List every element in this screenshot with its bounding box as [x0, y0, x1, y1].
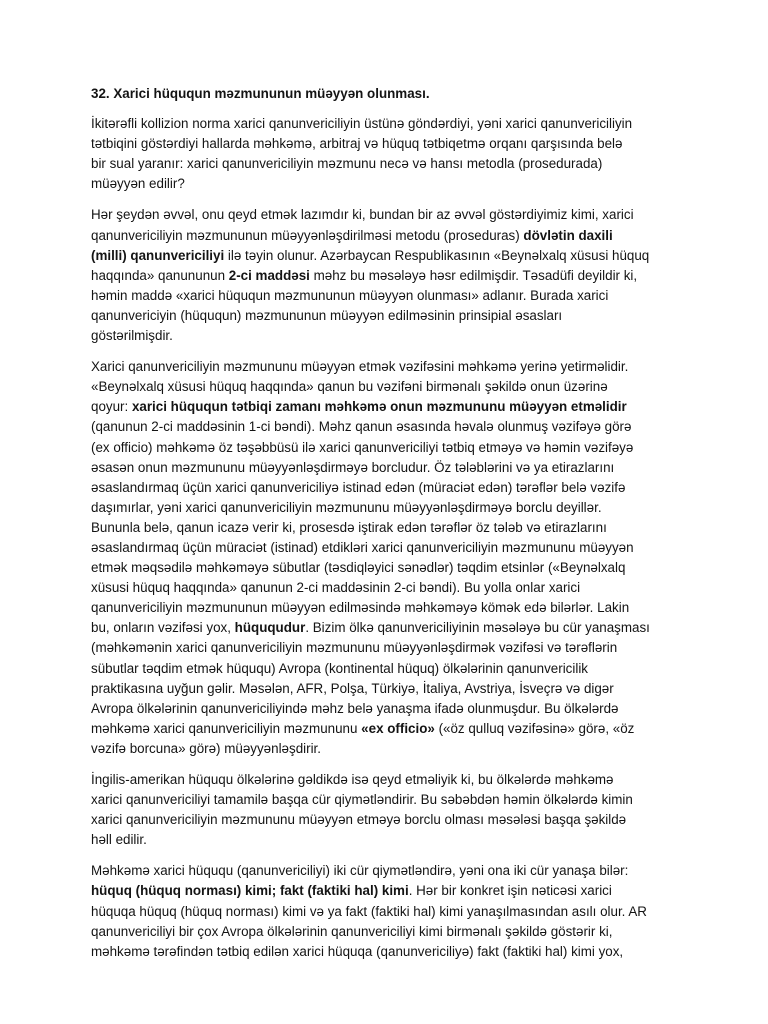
- text-run: qanunvericiliyi bir çox Avropa ölkələrinin qanunvericiliyi kimi birmənalı şəkildə göstərir ki,: [91, 923, 613, 939]
- text-run: xarici qanunvericiliyin məzmununu müəyyən etməyə borclu olması məsələsi başqa şəkildə: [91, 812, 627, 828]
- text-run: sübutlar təqdim etmək hüququ) Avropa (kontinental hüquq) ölkələrinin qanunvericilik: [91, 660, 588, 676]
- text-line: [91, 770, 688, 790]
- text-line: [91, 922, 688, 942]
- bold-text-run: hüququdur: [234, 620, 306, 636]
- bold-text-run: 2-ci maddəsi: [228, 267, 310, 283]
- text-run: . Bizim ölkə qanunvericiliyinin məsələyə bu cür yanaşması: [305, 620, 650, 636]
- text-run: xüsusi hüquq haqqında» qanunun 2-ci maddəsinin 2-ci bəndi). Bu yolla onlar xarici: [91, 580, 581, 596]
- text-line: [91, 618, 688, 638]
- text-run: haqqında» qanununun: [91, 267, 229, 283]
- text-line: [91, 478, 688, 498]
- text-run: Bununla belə, qanun icazə verir ki, prosesdə iştirak edən tərəflər öz tələb və etirazlarını: [91, 519, 607, 535]
- text-line: [91, 417, 688, 437]
- text-line: [91, 739, 688, 759]
- text-line: [91, 326, 688, 346]
- text-line: [91, 538, 688, 558]
- text-run: əsaslandırmaq üçün xarici qanunvericiliyə istinad edən (müraciət edən) tərəflər belə vəzifə: [91, 479, 626, 495]
- text-run: xarici qanunvericiliyi tamamilə başqa cür qiymətləndirir. Bu səbəbdən həmin ölkələrdə kimin: [91, 792, 633, 808]
- text-line: [91, 114, 688, 134]
- text-run: ilə təyin olunur. Azərbaycan Respublikasının «Beynəlxalq xüsusi hüquq: [224, 247, 650, 263]
- document-body: [91, 114, 688, 962]
- text-run: İngilis-amerikan hüququ ölkələrinə gəldikdə isə qeyd etməliyik ki, bu ölkələrdə məhkəmə: [91, 772, 614, 787]
- text-run: vəzifə borcuna» görə) müəyyənləşdirir.: [91, 740, 321, 756]
- bold-text-run: xarici hüququn tətbiqi zamanı məhkəmə onun məzmununu müəyyən etməlidir: [131, 399, 627, 415]
- text-line: [91, 861, 688, 881]
- text-line: [91, 134, 688, 154]
- text-line: [91, 638, 688, 658]
- text-line: [91, 790, 688, 810]
- text-run: bu, onların vəzifəsi yox,: [91, 620, 235, 636]
- text-line: [91, 598, 688, 618]
- text-line: [91, 357, 688, 377]
- text-run: . Hər bir konkret işin nəticəsi xarici: [408, 883, 612, 899]
- text-run: «Beynəlxalq xüsusi hüquq haqqında» qanun bu vəzifəni birmənalı şəkildə onun üzərinə: [91, 379, 608, 395]
- text-run: əsaslandırmaq üçün müraciət (istinad) etdikləri xarici qanunvericiliyin məzmununu müəyyən: [91, 539, 634, 555]
- text-run: (ex officio) məhkəmə öz təşəbbüsü ilə xarici qanunvericiliyi tətbiq etməyə və həmin vəzifəyə: [91, 439, 634, 455]
- text-run: hüquqa hüquq (hüquq norması) kimi və ya fakt (faktiki hal) kimi yanaşılmasından asılı olur. AR: [91, 903, 647, 919]
- text-run: Hər şeydən əvvəl, onu qeyd etmək lazımdır ki, bundan bir az əvvəl göstərdiyimiz kimi, xarici: [91, 207, 634, 223]
- text-line: [91, 881, 688, 901]
- paragraph: [91, 205, 688, 346]
- paragraph: [91, 114, 688, 194]
- text-run: məhz bu məsələyə həsr edilmişdir. Təsadüfi deyildir ki,: [309, 267, 638, 283]
- paragraph: [91, 861, 688, 961]
- text-line: [91, 810, 688, 830]
- text-line: [91, 226, 688, 246]
- paragraph: [91, 770, 688, 850]
- text-run: həmin maddə «xarici hüququn məzmununun müəyyən olunması» adlanır. Burada xarici: [91, 287, 609, 303]
- text-line: [91, 377, 688, 397]
- text-run: tətbiqini göstərdiyi hallarda məhkəmə, arbitraj və hüquq tətbiqetmə orqanı qarşısında belə: [91, 136, 623, 152]
- text-line: [91, 498, 688, 518]
- bold-text-run: (milli) qanunvericiliyi: [91, 247, 225, 263]
- text-line: [91, 306, 688, 326]
- text-run: («öz qulluq vəzifəsinə» görə, «öz: [434, 720, 635, 736]
- text-line: [91, 154, 688, 174]
- text-line: [91, 438, 688, 458]
- text-line: [91, 942, 688, 962]
- text-run: praktikasına uyğun gəlir. Məsələn, AFR, Polşa, Türkiyə, İtaliya, Avstriya, İsveçrə və digər: [91, 680, 614, 696]
- text-run: (məhkəmənin xarici qanunvericiliyin məzmununu müəyyənləşdirmək vəzifəsi və tərəflərin: [91, 640, 618, 656]
- text-line: [91, 174, 688, 194]
- document-title: 32. Xarici hüququn məzmununun müəyyən olunması.: [91, 86, 430, 101]
- text-run: qanunvericiliyin məzmununun müəyyənləşdirilməsi metodu (proseduras): [91, 227, 524, 243]
- text-line: [91, 518, 688, 538]
- text-run: bir sual yaranır: xarici qanunvericiliyin məzmunu necə və hansı metodla (prosedurada): [91, 156, 603, 172]
- text-run: həll edilir.: [91, 832, 147, 848]
- text-run: etmək məqsədilə məhkəməyə sübutlar (təsdiqləyici sənədlər) təqdim etsinlər («Beynəlxalq: [91, 560, 626, 576]
- text-line: [91, 246, 688, 266]
- text-run: (qanunun 2-ci maddəsinin 1-ci bəndi). Məhz qanun əsasında həvalə olunmuş vəzifəyə görə: [91, 419, 632, 435]
- text-line: [91, 719, 688, 739]
- text-run: göstərilmişdir.: [91, 328, 173, 344]
- text-line: [91, 659, 688, 679]
- bold-text-run: «ex officio»: [361, 720, 435, 736]
- text-run: Məhkəmə xarici hüququ (qanunvericiliyi) iki cür qiymətləndirə, yəni ona iki cür yanaşa bilər:: [91, 863, 629, 879]
- text-line: [91, 458, 688, 478]
- text-line: [91, 699, 688, 719]
- text-run: qanunvericiliyin məzmununun müəyyən edilməsində məhkəməyə kömək edə bilərlər. Lakin: [91, 600, 630, 616]
- text-run: qanunvericiyin (hüququn) məzmununun müəyyən edilməsinin prinsipial əsasları: [91, 307, 563, 323]
- text-run: məhkəmə xarici qanunvericiliyin məzmununu: [91, 720, 362, 736]
- text-line: [91, 578, 688, 598]
- text-line: [91, 830, 688, 850]
- text-line: [91, 205, 688, 225]
- bold-text-run: hüquq (hüquq norması) kimi; fakt (faktiki hal) kimi: [91, 883, 409, 899]
- text-run: əsasən onun məzmununu müəyyənləşdirməyə borcludur. Öz tələblərini və ya etirazlarını: [91, 459, 615, 475]
- paragraph: [91, 357, 688, 759]
- bold-text-run: dövlətin daxili: [523, 227, 613, 243]
- text-run: Avropa ölkələrinin qanunvericiliyində məhz belə yanaşma ifadə olunmuşdur. Bu ölkələrdə: [91, 700, 619, 716]
- text-line: [91, 286, 688, 306]
- text-run: daşımırlar, yəni xarici qanunvericiliyin məzmununu müəyyənləşdirməyə borclu deyillər.: [91, 499, 602, 515]
- text-run: Xarici qanunvericiliyin məzmununu müəyyən etmək vəzifəsini məhkəmə yerinə yetirməlidir.: [91, 359, 629, 375]
- text-run: qoyur:: [91, 399, 132, 415]
- text-line: [91, 679, 688, 699]
- text-run: İkitərəfli kollizion norma xarici qanunvericiliyin üstünə göndərdiyi, yəni xarici qanunvericiliyin: [91, 116, 633, 132]
- text-line: [91, 397, 688, 417]
- text-line: [91, 902, 688, 922]
- text-run: məhkəmə tərəfindən tətbiq edilən xarici hüquqa (qanunvericiliyə) fakt (faktiki hal) kimi yox,: [91, 943, 624, 959]
- text-run: müəyyən edilir?: [91, 176, 185, 192]
- text-line: [91, 558, 688, 578]
- text-line: [91, 266, 688, 286]
